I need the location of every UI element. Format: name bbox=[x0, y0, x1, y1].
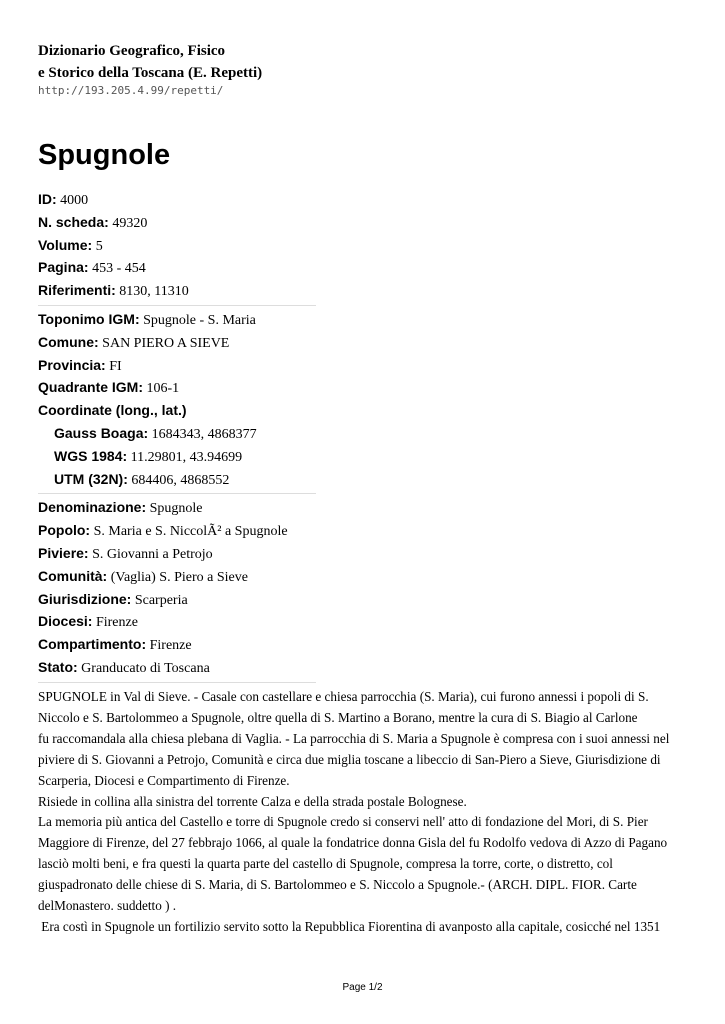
field-label: Denominazione: bbox=[38, 499, 147, 516]
field-label: Quadrante IGM: bbox=[38, 379, 144, 396]
field-value: Spugnole - S. Maria bbox=[143, 312, 256, 328]
field-label: Compartimento: bbox=[38, 636, 147, 653]
field-n-scheda bbox=[38, 212, 316, 235]
record-fields bbox=[38, 189, 316, 686]
field-comunita bbox=[38, 566, 316, 589]
body-line: Maggiore di Firenze, del 27 febbrajo 1066, al quale la fondatrice donna Gisla del fu Rodolfo vedova di Azzo di Pagano bbox=[38, 835, 668, 851]
section-divider bbox=[38, 682, 316, 683]
field-giurisdizione bbox=[38, 589, 316, 612]
field-wgs-1984 bbox=[38, 446, 316, 469]
page-number: Page 1/2 bbox=[342, 982, 383, 993]
body-line: fu raccomandala alla chiesa plebana di Vaglia. - La parrocchia di S. Maria a Spugnole è compresa con i suoi annessi nel bbox=[38, 730, 670, 746]
body-line: Risiede in collina alla sinistra del torrente Calza e della strada postale Bolognese. bbox=[38, 793, 467, 809]
field-label: UTM (32N): bbox=[54, 470, 128, 487]
field-value: 11.29801, 43.94699 bbox=[130, 449, 243, 465]
field-value: SAN PIERO A SIEVE bbox=[102, 335, 230, 351]
field-denominazione bbox=[38, 497, 316, 520]
dictionary-title-line-2: e Storico della Toscana (E. Repetti) bbox=[38, 65, 263, 81]
field-utm-32n bbox=[38, 469, 316, 492]
field-label: Gauss Boaga: bbox=[54, 424, 149, 441]
field-value: 106-1 bbox=[146, 381, 180, 397]
field-riferimenti bbox=[38, 280, 316, 303]
field-value: FI bbox=[109, 358, 122, 374]
field-label: Comunità: bbox=[38, 567, 108, 584]
field-value: Spugnole bbox=[149, 501, 203, 517]
field-label: Piviere: bbox=[38, 544, 89, 561]
field-stato bbox=[38, 657, 316, 680]
field-volume bbox=[38, 235, 316, 258]
field-label: Popolo: bbox=[38, 522, 91, 539]
field-value: 49320 bbox=[112, 215, 148, 231]
body-line: SPUGNOLE in Val di Sieve. - Casale con castellare e chiesa parrocchia (S. Maria), cui furono annessi i popoli di S. bbox=[38, 689, 649, 704]
body-line: delMonastero. suddetto ) . bbox=[38, 898, 177, 914]
field-label: WGS 1984: bbox=[54, 447, 128, 464]
field-value: 5 bbox=[95, 238, 103, 254]
field-coordinate-heading bbox=[38, 400, 316, 423]
body-line: giuspadronato delle chiese di S. Maria, di S. Bartolommeo e S. Niccolo a Spugnole.- (ARCH. DIPL. FIOR. Carte bbox=[38, 877, 637, 893]
field-label: Giurisdizione: bbox=[38, 590, 132, 607]
body-line: Era costì in Spugnole un fortilizio servito sotto la Repubblica Fiorentina di avanposto alla capitale, cosicché nel 1351 bbox=[38, 918, 661, 934]
section-divider bbox=[38, 493, 316, 494]
field-value: Scarperia bbox=[134, 592, 188, 608]
entry-body-text bbox=[38, 687, 688, 938]
field-id bbox=[38, 189, 316, 212]
field-label: Coordinate (long., lat.) bbox=[38, 402, 187, 419]
field-quadrante-igm bbox=[38, 377, 316, 400]
field-value: S. Maria e S. NiccolÃ² a Spugnole bbox=[93, 524, 288, 540]
field-value: 453 - 454 bbox=[92, 261, 146, 277]
page-title: Spugnole bbox=[38, 139, 171, 171]
field-provincia bbox=[38, 355, 316, 378]
field-diocesi bbox=[38, 611, 316, 634]
field-label: Comune: bbox=[38, 333, 99, 350]
field-value: 684406, 4868552 bbox=[131, 472, 230, 488]
field-toponimo-igm bbox=[38, 309, 316, 332]
dictionary-title-line-1: Dizionario Geografico, Fisico bbox=[38, 43, 226, 59]
body-line: La memoria più antica del Castello e torre di Spugnole credo si conservi nell' atto di fondazione del Mori, di S. Pier bbox=[38, 814, 648, 830]
field-label: ID: bbox=[38, 191, 57, 207]
field-value: Firenze bbox=[95, 615, 138, 631]
field-label: Toponimo IGM: bbox=[38, 310, 140, 327]
field-label: N. scheda: bbox=[38, 213, 109, 230]
field-value: 8130, 11310 bbox=[119, 284, 189, 300]
field-value: S. Giovanni a Petrojo bbox=[92, 546, 213, 562]
field-value: 4000 bbox=[60, 193, 89, 208]
body-line: Niccolo e S. Bartolommeo a Spugnole, oltre quella di S. Martino a Borano, mentre la cura di S. Biagio al Carlone bbox=[38, 709, 638, 725]
field-popolo bbox=[38, 520, 316, 543]
field-value: 1684343, 4868377 bbox=[151, 426, 257, 442]
field-piviere bbox=[38, 543, 316, 566]
field-value: (Vaglia) S. Piero a Sieve bbox=[110, 569, 248, 585]
field-label: Pagina: bbox=[38, 259, 89, 276]
body-line: Scarperia, Diocesi e Compartimento di Firenze. bbox=[38, 772, 290, 788]
field-value: Firenze bbox=[149, 638, 192, 654]
field-label: Riferimenti: bbox=[38, 282, 116, 299]
field-label: Diocesi: bbox=[38, 613, 93, 630]
field-compartimento bbox=[38, 634, 316, 657]
field-label: Stato: bbox=[38, 658, 78, 675]
body-line: lasciò molti beni, e fra questi la quarta parte del castello di Spugnole, compresa la torre, corte, o distretto, col bbox=[38, 856, 613, 872]
field-label: Provincia: bbox=[38, 356, 106, 373]
source-url: http://193.205.4.99/repetti/ bbox=[38, 84, 224, 97]
field-pagina bbox=[38, 257, 316, 280]
field-gauss-boaga bbox=[38, 423, 316, 446]
field-value: Granducato di Toscana bbox=[81, 660, 210, 676]
field-comune bbox=[38, 332, 316, 355]
body-line: piviere di S. Giovanni a Petrojo, Comunità e circa due miglia toscane a libeccio di San-Piero a Sieve, Giurisdizione di bbox=[38, 751, 661, 767]
section-divider bbox=[38, 305, 316, 306]
field-label: Volume: bbox=[38, 236, 93, 253]
document-header bbox=[38, 40, 262, 98]
